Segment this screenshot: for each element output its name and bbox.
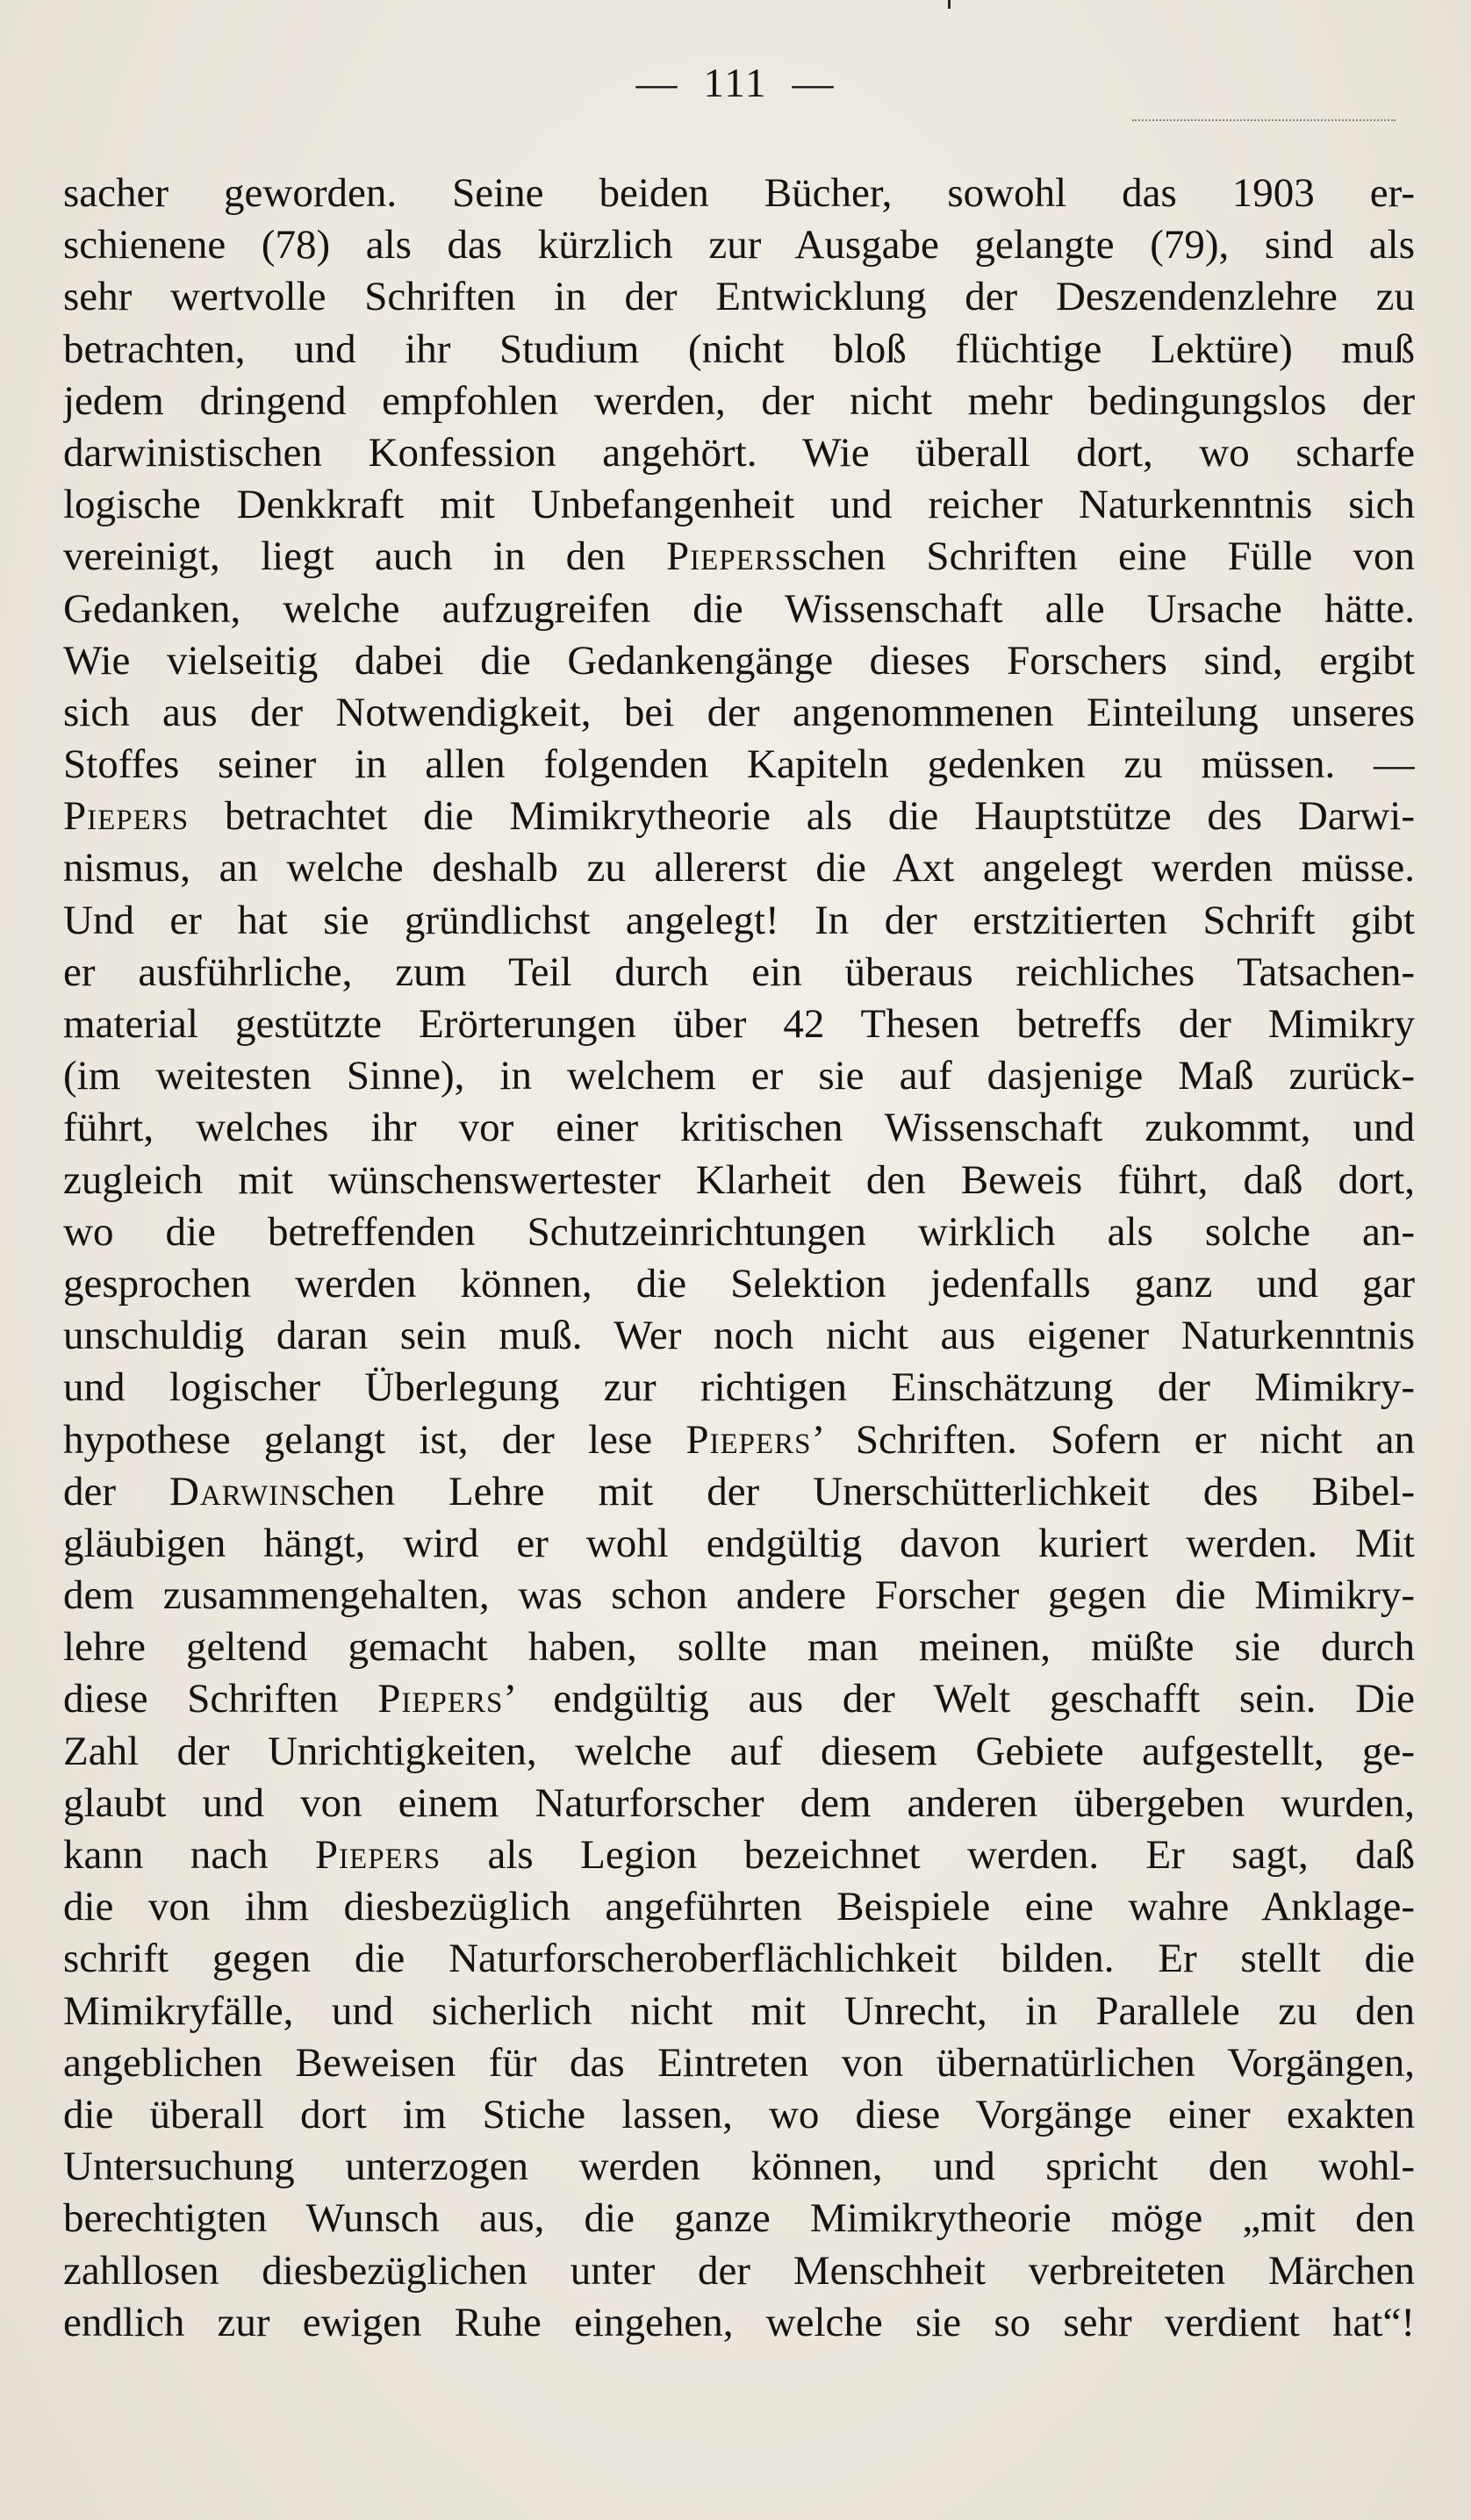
text-line: sehr wertvolle Schriften in der Entwicklung der Deszendenzlehre zu [63,274,1415,320]
text-line: Untersuchung unterzogen werden können, und spricht den wohl- [63,2144,1415,2190]
text-line: sich aus der Notwendigkeit, bei der angenommenen Einteilung unseres [63,689,1415,735]
text-line: nismus, an welche deshalb zu allererst die Axt angelegt werden müsse. [63,845,1415,891]
author-name: Piepers [377,1676,504,1722]
text-line: berechtigten Wunsch aus, die ganze Mimikrytheorie möge „mit den [63,2195,1415,2242]
text-line: Wie vielseitig dabei die Gedankengänge dieses Forschers sind, ergibt [63,637,1415,684]
text-line: hypothese gelangt ist, der lese Piepers’ Schriften. Sofern er nicht an [63,1416,1415,1463]
text-line: gesprochen werden können, die Selektion jedenfalls ganz und gar [63,1260,1415,1307]
text-line: er ausführliche, zum Teil durch ein überaus reichliches Tatsachen- [63,949,1415,995]
body-paragraph [63,168,1415,2349]
edge-mark [948,0,951,9]
author-name: Piepers [685,1416,812,1463]
text-line: der Darwinschen Lehre mit der Unerschütterlichkeit des Bibel- [63,1468,1415,1514]
text-line: zahllosen diesbezüglichen unter der Menschheit verbreiteten Märchen [63,2247,1415,2294]
text-line: diese Schriften Piepers’ endgültig aus der Welt geschafft sein. Die [63,1676,1415,1722]
page-number-dash-left: — [635,61,679,106]
text-line: betrachten, und ihr Studium (nicht bloß flüchtige Lektüre) muß [63,326,1415,372]
text-line: jedem dringend empfohlen werden, der nicht mehr bedingungslos der [63,377,1415,424]
text-line: Zahl der Unrichtigkeiten, welche auf diesem Gebiete aufgestellt, ge- [63,1728,1415,1774]
page-number-header [0,63,1471,104]
text-line: kann nach Piepers als Legion bezeichnet werden. Er sagt, daß [63,1832,1415,1878]
text-line: endlich zur ewigen Ruhe eingehen, welche sie so sehr verdient hat“! [63,2299,1415,2345]
text-line: angeblichen Beweisen für das Eintreten von übernatürlichen Vorgängen, [63,2039,1415,2086]
text-line: gläubigen hängt, wird er wohl endgültig davon kuriert werden. Mit [63,1520,1415,1566]
author-name: Piepers [314,1832,441,1878]
author-name: Darwin [169,1468,301,1514]
text-line: führt, welches ihr vor einer kritischen Wissenschaft zukommt, und [63,1105,1415,1151]
text-line: Stoffes seiner in allen folgenden Kapiteln gedenken zu müssen. — [63,741,1415,788]
text-line: zugleich mit wünschenswertester Klarheit den Beweis führt, daß dort, [63,1156,1415,1203]
page-number-dash-right: — [792,61,836,106]
text-line: Piepers betrachtet die Mimikrytheorie als die Hauptstütze des Darwi- [63,793,1415,840]
text-line: schienene (78) als das kürzlich zur Ausgabe gelangte (79), sind als [63,222,1415,268]
text-line: Mimikryfälle, und sicherlich nicht mit Unrecht, in Parallele zu den [63,1987,1415,2034]
text-line: (im weitesten Sinne), in welchem er sie auf dasjenige Maß zurück- [63,1053,1415,1099]
text-line: Und er hat sie gründlichst angelegt! In der erstzitierten Schrift gibt [63,897,1415,943]
text-line: sacher geworden. Seine beiden Bücher, sowohl das 1903 er- [63,170,1415,216]
text-line: schrift gegen die Naturforscheroberflächlichkeit bilden. Er stellt die [63,1936,1415,1982]
text-line: wo die betreffenden Schutzeinrichtungen wirklich als solche an- [63,1208,1415,1255]
text-line: Gedanken, welche aufzugreifen die Wissenschaft alle Ursache hätte. [63,585,1415,632]
text-line: logische Denkkraft mit Unbefangenheit und reicher Naturkenntnis sich [63,482,1415,528]
author-name: Piepers [665,533,793,580]
faint-dotted-rule [1132,119,1396,121]
text-line: unschuldig daran sein muß. Wer noch nicht aus eigener Naturkenntnis [63,1313,1415,1359]
page-number: 111 [703,61,768,106]
text-line: dem zusammengehalten, was schon andere Forscher gegen die Mimikry- [63,1572,1415,1619]
text-line: glaubt und von einem Naturforscher dem anderen übergeben wurden, [63,1779,1415,1826]
text-line: die überall dort im Stiche lassen, wo diese Vorgänge einer exakten [63,2091,1415,2137]
text-line: die von ihm diesbezüglich angeführten Beispiele eine wahre Anklage- [63,1884,1415,1930]
text-line: material gestützte Erörterungen über 42 Thesen betreffs der Mimikry [63,1001,1415,1047]
author-name: Piepers [63,793,190,840]
text-line: und logischer Überlegung zur richtigen Einschätzung der Mimikry- [63,1364,1415,1411]
text-line: lehre geltend gemacht haben, sollte man meinen, müßte sie durch [63,1624,1415,1671]
text-line: vereinigt, liegt auch in den Piepersschen Schriften eine Fülle von [63,533,1415,580]
text-line: darwinistischen Konfession angehört. Wie überall dort, wo scharfe [63,429,1415,476]
